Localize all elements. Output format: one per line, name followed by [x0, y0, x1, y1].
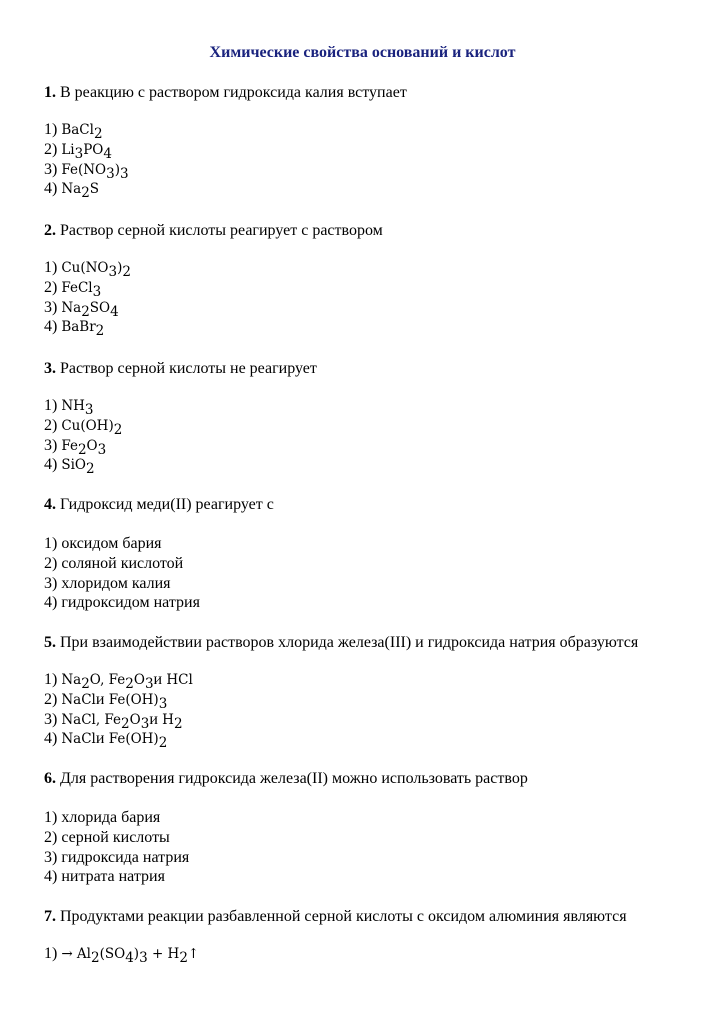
question-2 — [44, 222, 383, 240]
option-content — [61, 299, 119, 320]
question-7 — [44, 908, 627, 926]
answer-option — [44, 848, 189, 868]
option-number: 4) — [44, 594, 62, 612]
option-text: нитрата натрия — [61, 868, 165, 886]
formula-text: NaCl — [61, 731, 96, 748]
option-number: 2) — [44, 554, 62, 572]
question-number: 3. — [44, 360, 56, 377]
formula-text: Na — [61, 672, 82, 688]
option-content — [61, 180, 100, 202]
question-text: При взаимодействии растворов хлорида железа(III) и гидроксида натрия образуются — [60, 634, 639, 651]
option-content — [61, 456, 95, 478]
option-text: серной кислоты — [61, 828, 170, 846]
option-content — [61, 161, 129, 182]
option-text: и — [95, 690, 105, 708]
option-content — [61, 397, 94, 419]
formula-text: O — [129, 711, 141, 728]
formula-subscript: 2 — [113, 421, 123, 438]
option-content — [61, 417, 123, 438]
question-text: Гидроксид меди(II) реагирует с — [60, 496, 274, 513]
answer-option — [44, 179, 99, 203]
option-content — [61, 868, 165, 885]
formula-text: + H — [147, 946, 180, 962]
option-number: 4) — [44, 868, 62, 886]
formula-text: ) — [133, 946, 140, 962]
formula-text: FeCl — [61, 279, 93, 296]
option-number: 3) — [44, 436, 62, 454]
question-text: В реакцию с раствором гидроксида калия вступает — [60, 84, 407, 101]
question-number: 1. — [44, 84, 56, 101]
formula-subscript: 2 — [77, 441, 87, 458]
formula-subscript: 3 — [139, 950, 148, 967]
formula-text: BaBr — [61, 319, 96, 336]
option-text: гидроксида натрия — [61, 848, 190, 866]
answer-option — [44, 554, 183, 574]
formula-text: S — [89, 181, 100, 198]
formula-text: Li — [61, 141, 75, 158]
option-number: 3) — [44, 710, 62, 728]
option-number: 2) — [44, 416, 62, 434]
formula-subscript: 3 — [97, 441, 107, 458]
option-number: 4) — [44, 730, 62, 748]
formula-text: H — [157, 711, 174, 728]
option-number: 3) — [44, 848, 62, 866]
formula-text: (SO — [99, 946, 126, 962]
formula-text: HCl — [162, 672, 193, 688]
answer-option — [44, 574, 171, 594]
formula-text: Cu(OH) — [61, 417, 114, 434]
option-text: хлорида бария — [61, 809, 161, 826]
formula-text: Cu(NO — [61, 260, 109, 276]
option-number: 2) — [44, 278, 62, 296]
formula-text: SO — [89, 299, 111, 316]
option-number: 3) — [44, 298, 62, 316]
formula-subscript: 3 — [74, 145, 84, 162]
option-number: 3) — [44, 160, 62, 178]
formula-text: NaCl, Fe — [61, 711, 122, 728]
option-content — [61, 809, 160, 826]
option-number: 1) — [44, 945, 62, 962]
question-5 — [44, 634, 638, 652]
formula-text: PO — [83, 141, 104, 158]
question-number: 6. — [44, 770, 56, 787]
question-text: Для растворения гидроксида железа(II) можно использовать раствор — [60, 770, 528, 787]
formula-subscript: 2 — [121, 715, 130, 732]
option-number: 1) — [44, 259, 62, 276]
formula-subscript: 4 — [110, 303, 119, 320]
formula-subscript: 2 — [158, 735, 168, 752]
option-number: 2) — [44, 828, 62, 846]
option-content — [61, 945, 200, 967]
option-content — [61, 259, 131, 281]
page-title: Химические свойства оснований и кислот — [209, 44, 516, 61]
formula-text: Fe — [61, 437, 78, 454]
formula-text: O — [86, 437, 98, 454]
formula-subscript: 3 — [84, 402, 94, 419]
formula-subscript: 2 — [93, 126, 103, 143]
formula-subscript: 4 — [125, 950, 134, 967]
option-text: хлоридом калия — [61, 574, 171, 592]
answer-option — [44, 808, 160, 828]
option-content — [61, 575, 170, 592]
option-content — [61, 141, 112, 162]
option-content — [61, 849, 189, 866]
formula-subscript: 2 — [81, 303, 90, 320]
formula-subscript: 3 — [106, 165, 115, 182]
question-4 — [44, 496, 274, 514]
answer-option — [44, 867, 165, 887]
option-number: 1) — [44, 121, 62, 138]
formula-subscript: 2 — [81, 185, 90, 202]
option-number: 2) — [44, 690, 62, 708]
question-3 — [44, 360, 317, 378]
formula-text: → Al — [61, 946, 91, 962]
question-text: Раствор серной кислоты реагирует с раствором — [60, 222, 383, 239]
formula-subscript: 3 — [92, 283, 102, 300]
formula-text: ↑ — [187, 946, 200, 962]
option-text: и — [153, 671, 163, 688]
option-number: 1) — [44, 809, 62, 826]
formula-text: Na — [61, 181, 82, 198]
option-content — [61, 279, 102, 300]
option-number: 4) — [44, 318, 62, 336]
option-content — [61, 671, 193, 693]
option-content — [61, 437, 107, 458]
option-number: 1) — [44, 671, 62, 688]
option-content — [61, 535, 161, 552]
option-text: гидроксидом натрия — [61, 594, 200, 612]
formula-text: Fe(OH) — [104, 731, 159, 748]
option-content — [61, 121, 103, 143]
question-number: 4. — [44, 496, 56, 513]
option-content — [61, 318, 105, 340]
question-1 — [44, 84, 407, 102]
formula-text: O, Fe — [89, 672, 126, 688]
formula-subscript: 3 — [144, 676, 154, 693]
option-text: оксидом бария — [61, 535, 162, 552]
answer-option — [44, 534, 162, 554]
formula-subscript: 4 — [103, 145, 112, 162]
formula-subscript: 2 — [173, 715, 183, 732]
formula-subscript: 3 — [140, 715, 150, 732]
formula-text: NaCl — [61, 691, 96, 708]
option-number: 3) — [44, 574, 62, 592]
question-number: 2. — [44, 222, 56, 239]
formula-text: NH — [61, 398, 85, 414]
question-text: Раствор серной кислоты не реагирует — [60, 360, 317, 377]
formula-text: SiO — [61, 457, 86, 474]
question-number: 5. — [44, 634, 56, 651]
formula-text: ) — [114, 161, 120, 178]
formula-subscript: 3 — [108, 264, 118, 281]
option-text: соляной кислотой — [61, 554, 184, 572]
formula-subscript: 3 — [158, 695, 168, 712]
formula-text: ) — [117, 260, 123, 276]
formula-subscript: 2 — [179, 950, 188, 967]
formula-text: O — [133, 672, 145, 688]
formula-subscript: 2 — [81, 676, 90, 693]
formula-subscript: 2 — [125, 676, 134, 693]
answer-option — [44, 593, 200, 613]
formula-text: Na — [61, 299, 82, 316]
formula-text: BaCl — [61, 122, 94, 138]
answer-option — [44, 944, 199, 968]
option-content — [61, 710, 183, 732]
formula-text: Fe(NO — [61, 161, 107, 178]
formula-text: Fe(OH) — [104, 691, 159, 708]
option-content — [61, 594, 200, 611]
question-text: Продуктами реакции разбавленной серной кислоты с оксидом алюминия являются — [60, 908, 627, 925]
question-number: 7. — [44, 908, 56, 925]
option-text: и — [95, 730, 105, 748]
formula-subscript: 2 — [122, 264, 131, 281]
option-text: и — [149, 710, 158, 728]
formula-subscript: 2 — [85, 461, 95, 478]
option-content — [61, 730, 168, 752]
option-number: 1) — [44, 535, 62, 552]
option-number: 4) — [44, 456, 62, 474]
answer-option — [44, 455, 95, 479]
option-number: 2) — [44, 140, 62, 158]
answer-option — [44, 317, 104, 341]
formula-subscript: 2 — [95, 323, 105, 340]
answer-option — [44, 828, 170, 848]
formula-subscript: 3 — [119, 165, 129, 182]
formula-subscript: 2 — [91, 950, 100, 967]
option-content — [61, 829, 169, 846]
option-content — [61, 690, 168, 712]
answer-option — [44, 729, 167, 753]
option-content — [61, 555, 183, 572]
option-number: 4) — [44, 180, 62, 198]
option-number: 1) — [44, 397, 62, 414]
question-6 — [44, 770, 528, 788]
